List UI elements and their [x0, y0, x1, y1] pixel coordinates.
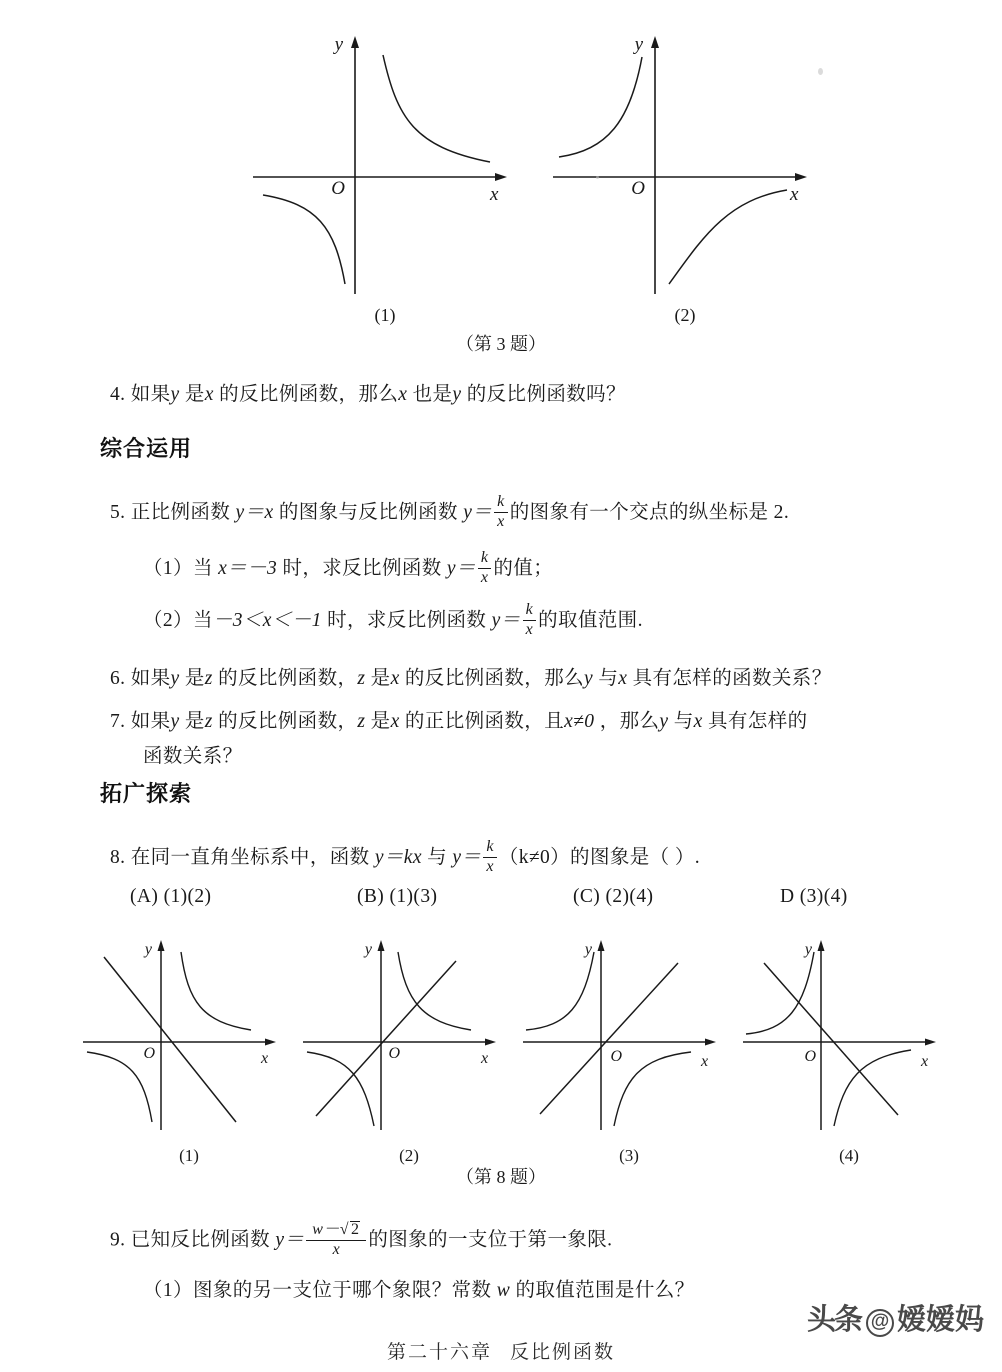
q7-p10: ，那么 — [599, 711, 660, 732]
q6-p12: 具有怎样的函数关系？ — [632, 668, 832, 689]
q6-p4: 的反比例函数， — [218, 668, 358, 689]
q8-stem-c: y＝ — [452, 846, 482, 868]
q7-p2: 是 — [184, 711, 205, 732]
figure-q8-panel-3 — [518, 930, 740, 1166]
q5-text-a: 正比例函数 — [130, 501, 231, 523]
q5-sub2-text-a: 当 — [192, 609, 213, 631]
q7-p4: 的反比例函数， — [218, 711, 358, 732]
figure-q8-panel-2 — [298, 930, 520, 1166]
panel-label-1: (1) — [374, 305, 396, 325]
q5-sub1-equation: x＝－3 — [218, 557, 278, 579]
question-7-line-2: 函数关系？ — [143, 746, 243, 767]
option-d-key: D — [780, 886, 795, 907]
q6-p1: y — [170, 668, 180, 689]
q8-panel-label-3: (3) — [619, 1146, 639, 1165]
x-axis-label: x — [261, 1050, 269, 1067]
origin-label: O — [631, 178, 645, 199]
question-9-stem — [110, 1222, 612, 1260]
y-axis-label: y — [634, 34, 643, 55]
q9-stem-b: y＝ — [275, 1229, 305, 1251]
question-5-part-2 — [143, 603, 643, 640]
watermark — [807, 1297, 984, 1338]
option-d[interactable] — [780, 880, 848, 914]
q5-sub2-text-d: 的取值范围. — [538, 609, 643, 631]
q5-sub1-text-d: 的值； — [493, 557, 554, 579]
y-axis-label: y — [584, 941, 592, 958]
question-5-stem — [110, 495, 789, 532]
q4-number: 4. — [110, 384, 126, 405]
q5-sub2-label: （2） — [143, 609, 193, 631]
q9-stem-a: 已知反比例函数 — [130, 1229, 271, 1251]
option-a-key: (A) — [130, 886, 159, 907]
fraction-denominator: x — [486, 857, 494, 875]
line-hyperbola-graph-1 — [78, 930, 300, 1145]
q5-equation-1: y＝x — [235, 501, 274, 523]
q4-var-x2: x — [398, 384, 408, 405]
q7-p9: x≠0 — [564, 711, 595, 732]
question-4 — [110, 378, 626, 412]
q8-stem-a: 在同一直角坐标系中，函数 — [130, 846, 370, 868]
option-b-key: (B) — [357, 886, 385, 907]
q8-equation-1: y＝kx — [374, 846, 422, 868]
q6-number: 6. — [110, 668, 126, 689]
scan-speck — [818, 68, 823, 75]
q4-var-x: x — [204, 384, 214, 405]
q5-sub1-label: （1） — [143, 557, 193, 579]
q6-p11: x — [618, 668, 628, 689]
q4-text-e: 的反比例函数吗？ — [466, 384, 626, 405]
q6-p10: 与 — [598, 668, 619, 689]
q9-number: 9. — [110, 1229, 126, 1251]
q4-var-y2: y — [452, 384, 462, 405]
line-hyperbola-graph-4 — [738, 930, 960, 1145]
line-hyperbola-graph-2 — [298, 930, 520, 1145]
q7-p8: 的正比例函数，且 — [404, 711, 565, 732]
q5-sub1-text-c: y＝ — [446, 557, 476, 579]
section-heading-extension: 拓广探索 — [100, 781, 193, 806]
q7-p1: y — [170, 711, 180, 732]
q8-stem-b: 与 — [427, 846, 448, 868]
fraction-k-over-x — [523, 602, 537, 639]
q6-p3: z — [204, 668, 213, 689]
q8-panel-label-1: (1) — [179, 1146, 199, 1165]
watermark-logo: 头条 — [806, 1304, 861, 1336]
numerator-w-minus: w－ — [312, 1221, 340, 1238]
q9-sub1-text-b: 的取值范围是什么？ — [515, 1280, 695, 1301]
fraction-w-minus-sqrt2-over-x — [306, 1221, 366, 1259]
option-c-key: (C) — [573, 886, 601, 907]
fraction-numerator: k — [497, 493, 505, 510]
x-axis-label: x — [921, 1053, 929, 1070]
q7-p0: 如果 — [130, 711, 171, 732]
q6-p9: y — [584, 668, 594, 689]
option-b[interactable] — [357, 880, 437, 914]
y-axis-label: y — [334, 34, 343, 55]
y-axis-label: y — [364, 941, 372, 958]
q7-p5: z — [357, 711, 366, 732]
panel-label-2: (2) — [674, 305, 696, 325]
q5-number: 5. — [110, 501, 126, 523]
q6-p8: 的反比例函数，那么 — [404, 668, 585, 689]
q9-sub1-label: （1） — [143, 1280, 193, 1301]
option-c-value: (2)(4) — [605, 886, 654, 907]
scan-speck — [596, 176, 599, 179]
watermark-handle: 嫒嫒妈 — [896, 1304, 984, 1336]
option-a[interactable] — [130, 880, 211, 914]
q6-p0: 如果 — [130, 668, 171, 689]
option-a-value: (1)(2) — [163, 886, 212, 907]
q7-p6: 是 — [370, 711, 391, 732]
fraction-numerator: k — [486, 838, 494, 855]
x-axis-label: x — [701, 1053, 709, 1070]
q7-p3: z — [204, 711, 213, 732]
watermark-at-icon: @ — [866, 1309, 894, 1337]
q7-number: 7. — [110, 711, 126, 732]
q5-sub2-text-c: y＝ — [491, 609, 521, 631]
q5-sub2-text-b: 时，求反比例函数 — [327, 609, 487, 631]
fraction-denominator: x — [480, 568, 489, 586]
y-axis-label: y — [804, 941, 812, 958]
q6-p5: z — [357, 668, 366, 689]
x-axis-label: x — [481, 1050, 489, 1067]
q7-p11: y — [659, 711, 669, 732]
q5-sub2-equation: －3＜x＜－1 — [212, 609, 322, 631]
question-6 — [110, 662, 832, 696]
q9-stem-c: 的图象的一支位于第一象限. — [368, 1229, 613, 1251]
fraction-denominator: x — [332, 1240, 341, 1258]
q5-sub1-text-a: 当 — [192, 557, 213, 579]
q7-p13: x — [693, 711, 703, 732]
figure-q8-panel-1 — [78, 930, 300, 1166]
origin-label: O — [804, 1048, 816, 1065]
fraction-k-over-x — [483, 839, 497, 876]
hyperbola-graph-1 — [245, 22, 525, 307]
question-5-part-1 — [143, 551, 553, 588]
origin-label: O — [331, 178, 345, 199]
fraction-k-over-x — [478, 550, 492, 587]
fraction-numerator: k — [525, 601, 534, 618]
hyperbola-graph-2 — [545, 22, 825, 307]
origin-label: O — [610, 1048, 622, 1065]
q5-text-c: y＝ — [463, 501, 493, 523]
q7-p14: 具有怎样的 — [708, 711, 808, 732]
radicand: 2 — [350, 1221, 360, 1238]
figure-caption-q3: （第 3 题） — [456, 334, 546, 354]
q4-text-a: 如果 — [130, 384, 171, 405]
q8-number: 8. — [110, 846, 126, 868]
origin-label: O — [143, 1045, 155, 1062]
fraction-denominator: x — [497, 512, 505, 530]
q8-stem-d: （k≠0）的图象是（ ）. — [498, 846, 700, 868]
q6-p2: 是 — [184, 668, 205, 689]
radical-sign: √ — [339, 1221, 349, 1238]
q6-p7: x — [390, 668, 400, 689]
q4-text-b: 是 — [184, 384, 205, 405]
figure-q8-panel-4 — [738, 930, 960, 1166]
fraction-k-over-x — [494, 494, 508, 531]
q5-sub1-text-b: 时，求反比例函数 — [282, 557, 442, 579]
option-b-value: (1)(3) — [389, 886, 438, 907]
q9-sub1-text-a: 图象的另一支位于哪个象限？常数 — [192, 1280, 492, 1301]
y-axis-label: y — [144, 941, 152, 958]
q6-p6: 是 — [370, 668, 391, 689]
fraction-numerator: k — [480, 549, 489, 566]
option-c[interactable] — [573, 880, 653, 914]
line-hyperbola-graph-3 — [518, 930, 740, 1145]
question-8-stem — [110, 840, 700, 877]
figure-q3-panel-2 — [545, 22, 825, 326]
q8-panel-label-2: (2) — [399, 1146, 419, 1165]
q8-panel-label-4: (4) — [839, 1146, 859, 1165]
x-axis-label: x — [490, 184, 499, 205]
q4-var-y: y — [170, 384, 180, 405]
q4-text-d: 也是 — [412, 384, 453, 405]
q7-p7: x — [390, 711, 400, 732]
option-d-value: (3)(4) — [799, 886, 848, 907]
q5-text-b: 的图象与反比例函数 — [278, 501, 458, 523]
q5-text-d: 的图象有一个交点的纵坐标是 2. — [509, 501, 790, 523]
q9-sub1-var: w — [496, 1280, 511, 1301]
x-axis-label: x — [790, 184, 799, 205]
question-7-line-1 — [110, 705, 808, 739]
figure-q3-panel-1 — [245, 22, 525, 326]
footer-title: 反比例函数 — [510, 1342, 616, 1363]
page-footer — [0, 1337, 1002, 1364]
fraction-numerator — [306, 1221, 366, 1239]
q7-p12: 与 — [673, 711, 694, 732]
origin-label: O — [388, 1045, 400, 1062]
figure-caption-q8: （第 8 题） — [456, 1167, 546, 1187]
footer-chapter: 第二十六章 — [386, 1342, 492, 1363]
question-9-part-1 — [143, 1274, 695, 1308]
section-heading-comprehensive: 综合运用 — [100, 436, 193, 461]
q4-text-c: 的反比例函数，那么 — [219, 384, 399, 405]
fraction-denominator: x — [525, 620, 534, 638]
